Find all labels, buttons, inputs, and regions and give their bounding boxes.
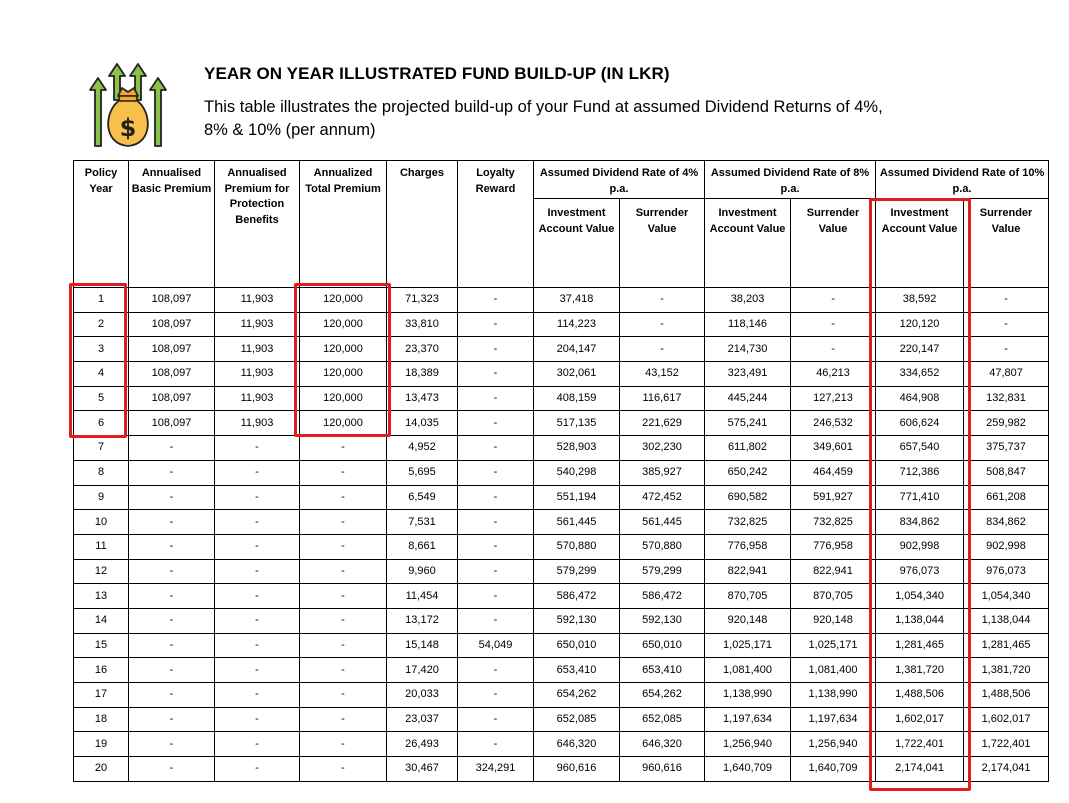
- cell-loyalty-reward: -: [458, 337, 534, 362]
- cell-surrender-value-10: 1,488,506: [964, 683, 1049, 708]
- cell-surrender-value-10: 834,862: [964, 510, 1049, 535]
- cell-policy-year: 18: [74, 707, 129, 732]
- cell-investment-value-10: 657,540: [876, 436, 964, 461]
- cell-protection-premium: 11,903: [215, 411, 300, 436]
- cell-basic-premium: -: [129, 608, 215, 633]
- cell-charges: 71,323: [387, 288, 458, 313]
- cell-investment-value-10: 334,652: [876, 362, 964, 387]
- cell-loyalty-reward: 324,291: [458, 757, 534, 782]
- cell-basic-premium: -: [129, 584, 215, 609]
- cell-surrender-value-4: -: [620, 288, 705, 313]
- table-row: [74, 732, 1049, 757]
- header-investment-value-8: Investment Account Value: [705, 199, 791, 288]
- cell-basic-premium: -: [129, 732, 215, 757]
- cell-investment-value-10: 1,722,401: [876, 732, 964, 757]
- cell-loyalty-reward: -: [458, 683, 534, 708]
- cell-surrender-value-10: 375,737: [964, 436, 1049, 461]
- header-group-4pct: Assumed Dividend Rate of 4% p.a.: [534, 161, 705, 199]
- cell-surrender-value-8: 591,927: [791, 485, 876, 510]
- cell-surrender-value-8: 1,640,709: [791, 757, 876, 782]
- cell-total-premium: -: [300, 460, 387, 485]
- cell-loyalty-reward: -: [458, 732, 534, 757]
- cell-charges: 20,033: [387, 683, 458, 708]
- page-subtitle: This table illustrates the projected build-up of your Fund at assumed Dividend Returns of 4%, 8% & 10% (per annum): [204, 98, 883, 139]
- cell-basic-premium: 108,097: [129, 288, 215, 313]
- cell-surrender-value-4: 472,452: [620, 485, 705, 510]
- cell-loyalty-reward: -: [458, 510, 534, 535]
- cell-investment-value-4: 540,298: [534, 460, 620, 485]
- cell-investment-value-4: 551,194: [534, 485, 620, 510]
- cell-investment-value-8: 575,241: [705, 411, 791, 436]
- cell-charges: 7,531: [387, 510, 458, 535]
- cell-investment-value-10: 1,381,720: [876, 658, 964, 683]
- cell-investment-value-10: 902,998: [876, 534, 964, 559]
- cell-charges: 13,172: [387, 608, 458, 633]
- cell-policy-year: 2: [74, 312, 129, 337]
- header-protection-premium: Annualised Premium for Protection Benefits: [215, 161, 300, 288]
- cell-investment-value-10: 606,624: [876, 411, 964, 436]
- cell-investment-value-8: 1,081,400: [705, 658, 791, 683]
- cell-policy-year: 8: [74, 460, 129, 485]
- table-row: [74, 337, 1049, 362]
- cell-surrender-value-8: 246,532: [791, 411, 876, 436]
- cell-total-premium: -: [300, 534, 387, 559]
- cell-surrender-value-4: -: [620, 312, 705, 337]
- header-investment-value-10: Investment Account Value: [876, 199, 964, 288]
- header-investment-value-4: Investment Account Value: [534, 199, 620, 288]
- cell-investment-value-8: 1,640,709: [705, 757, 791, 782]
- cell-investment-value-4: 570,880: [534, 534, 620, 559]
- header-policy-year: Policy Year: [74, 161, 129, 288]
- cell-investment-value-10: 712,386: [876, 460, 964, 485]
- table-row: [74, 559, 1049, 584]
- cell-loyalty-reward: -: [458, 312, 534, 337]
- cell-investment-value-10: 1,602,017: [876, 707, 964, 732]
- cell-total-premium: -: [300, 757, 387, 782]
- cell-investment-value-4: 586,472: [534, 584, 620, 609]
- cell-investment-value-8: 323,491: [705, 362, 791, 387]
- cell-investment-value-8: 118,146: [705, 312, 791, 337]
- cell-protection-premium: -: [215, 633, 300, 658]
- dollar-sign: $: [119, 114, 137, 142]
- table-row: [74, 658, 1049, 683]
- cell-total-premium: 120,000: [300, 411, 387, 436]
- cell-total-premium: -: [300, 436, 387, 461]
- cell-surrender-value-4: 561,445: [620, 510, 705, 535]
- cell-loyalty-reward: -: [458, 460, 534, 485]
- cell-investment-value-8: 1,138,990: [705, 683, 791, 708]
- cell-investment-value-8: 611,802: [705, 436, 791, 461]
- cell-policy-year: 19: [74, 732, 129, 757]
- cell-protection-premium: -: [215, 683, 300, 708]
- cell-charges: 4,952: [387, 436, 458, 461]
- money-bag-growth-graphic: [80, 60, 176, 152]
- cell-protection-premium: -: [215, 534, 300, 559]
- cell-surrender-value-4: 302,230: [620, 436, 705, 461]
- cell-surrender-value-8: 349,601: [791, 436, 876, 461]
- cell-charges: 6,549: [387, 485, 458, 510]
- cell-charges: 26,493: [387, 732, 458, 757]
- cell-basic-premium: -: [129, 683, 215, 708]
- cell-total-premium: -: [300, 633, 387, 658]
- cell-total-premium: -: [300, 707, 387, 732]
- cell-investment-value-10: 2,174,041: [876, 757, 964, 782]
- cell-investment-value-4: 650,010: [534, 633, 620, 658]
- cell-surrender-value-10: 132,831: [964, 386, 1049, 411]
- cell-basic-premium: 108,097: [129, 362, 215, 387]
- cell-surrender-value-8: 822,941: [791, 559, 876, 584]
- cell-surrender-value-8: 732,825: [791, 510, 876, 535]
- cell-loyalty-reward: -: [458, 386, 534, 411]
- cell-investment-value-4: 204,147: [534, 337, 620, 362]
- cell-policy-year: 12: [74, 559, 129, 584]
- cell-protection-premium: -: [215, 757, 300, 782]
- cell-charges: 8,661: [387, 534, 458, 559]
- cell-surrender-value-8: 776,958: [791, 534, 876, 559]
- cell-surrender-value-8: -: [791, 337, 876, 362]
- cell-investment-value-4: 592,130: [534, 608, 620, 633]
- cell-surrender-value-10: 1,054,340: [964, 584, 1049, 609]
- cell-total-premium: -: [300, 683, 387, 708]
- cell-surrender-value-4: 652,085: [620, 707, 705, 732]
- table-row: [74, 683, 1049, 708]
- cell-protection-premium: -: [215, 608, 300, 633]
- cell-basic-premium: -: [129, 534, 215, 559]
- cell-basic-premium: -: [129, 658, 215, 683]
- cell-total-premium: 120,000: [300, 386, 387, 411]
- table-row: [74, 534, 1049, 559]
- cell-protection-premium: -: [215, 510, 300, 535]
- cell-protection-premium: -: [215, 707, 300, 732]
- cell-total-premium: -: [300, 658, 387, 683]
- cell-surrender-value-4: 586,472: [620, 584, 705, 609]
- cell-protection-premium: 11,903: [215, 386, 300, 411]
- money-bag-growth-icon: [80, 60, 176, 152]
- cell-loyalty-reward: -: [458, 584, 534, 609]
- table-row: [74, 411, 1049, 436]
- cell-total-premium: 120,000: [300, 288, 387, 313]
- cell-surrender-value-8: 1,081,400: [791, 658, 876, 683]
- cell-protection-premium: 11,903: [215, 288, 300, 313]
- cell-surrender-value-8: 870,705: [791, 584, 876, 609]
- header-surrender-value-4: Surrender Value: [620, 199, 705, 288]
- cell-policy-year: 4: [74, 362, 129, 387]
- cell-surrender-value-10: -: [964, 288, 1049, 313]
- cell-investment-value-4: 517,135: [534, 411, 620, 436]
- cell-investment-value-4: 302,061: [534, 362, 620, 387]
- cell-surrender-value-8: 464,459: [791, 460, 876, 485]
- cell-charges: 15,148: [387, 633, 458, 658]
- cell-surrender-value-10: -: [964, 312, 1049, 337]
- cell-protection-premium: -: [215, 485, 300, 510]
- cell-surrender-value-4: 221,629: [620, 411, 705, 436]
- cell-total-premium: -: [300, 732, 387, 757]
- cell-policy-year: 9: [74, 485, 129, 510]
- cell-policy-year: 3: [74, 337, 129, 362]
- cell-protection-premium: 11,903: [215, 337, 300, 362]
- cell-surrender-value-8: 46,213: [791, 362, 876, 387]
- cell-charges: 9,960: [387, 559, 458, 584]
- cell-surrender-value-10: 1,138,044: [964, 608, 1049, 633]
- cell-surrender-value-4: 43,152: [620, 362, 705, 387]
- cell-policy-year: 15: [74, 633, 129, 658]
- cell-surrender-value-10: -: [964, 337, 1049, 362]
- cell-surrender-value-10: 2,174,041: [964, 757, 1049, 782]
- table-row: [74, 707, 1049, 732]
- header-basic-premium: Annualised Basic Premium: [129, 161, 215, 288]
- cell-basic-premium: -: [129, 633, 215, 658]
- cell-investment-value-10: 120,120: [876, 312, 964, 337]
- table-row: [74, 460, 1049, 485]
- cell-investment-value-4: 528,903: [534, 436, 620, 461]
- cell-protection-premium: 11,903: [215, 362, 300, 387]
- cell-basic-premium: 108,097: [129, 337, 215, 362]
- cell-investment-value-10: 220,147: [876, 337, 964, 362]
- header-group-10pct: Assumed Dividend Rate of 10% p.a.: [876, 161, 1049, 199]
- page-title: YEAR ON YEAR ILLUSTRATED FUND BUILD-UP (IN LKR): [204, 64, 670, 83]
- cell-policy-year: 13: [74, 584, 129, 609]
- cell-investment-value-8: 920,148: [705, 608, 791, 633]
- cell-surrender-value-10: 902,998: [964, 534, 1049, 559]
- cell-policy-year: 20: [74, 757, 129, 782]
- cell-charges: 23,037: [387, 707, 458, 732]
- cell-loyalty-reward: -: [458, 362, 534, 387]
- cell-surrender-value-4: 570,880: [620, 534, 705, 559]
- cell-investment-value-10: 771,410: [876, 485, 964, 510]
- cell-protection-premium: -: [215, 460, 300, 485]
- table-row: [74, 633, 1049, 658]
- cell-investment-value-4: 653,410: [534, 658, 620, 683]
- table-row: [74, 485, 1049, 510]
- cell-basic-premium: -: [129, 436, 215, 461]
- cell-surrender-value-4: 116,617: [620, 386, 705, 411]
- cell-loyalty-reward: -: [458, 485, 534, 510]
- cell-loyalty-reward: -: [458, 707, 534, 732]
- cell-policy-year: 1: [74, 288, 129, 313]
- cell-investment-value-4: 561,445: [534, 510, 620, 535]
- cell-basic-premium: -: [129, 757, 215, 782]
- cell-charges: 33,810: [387, 312, 458, 337]
- cell-investment-value-10: 834,862: [876, 510, 964, 535]
- cell-investment-value-10: 1,488,506: [876, 683, 964, 708]
- cell-charges: 11,454: [387, 584, 458, 609]
- cell-surrender-value-10: 1,381,720: [964, 658, 1049, 683]
- cell-surrender-value-4: 653,410: [620, 658, 705, 683]
- cell-investment-value-10: 464,908: [876, 386, 964, 411]
- table-row: [74, 288, 1049, 313]
- cell-surrender-value-10: 976,073: [964, 559, 1049, 584]
- cell-investment-value-4: 114,223: [534, 312, 620, 337]
- cell-surrender-value-8: 1,256,940: [791, 732, 876, 757]
- cell-policy-year: 5: [74, 386, 129, 411]
- cell-investment-value-4: 960,616: [534, 757, 620, 782]
- cell-basic-premium: -: [129, 559, 215, 584]
- cell-policy-year: 7: [74, 436, 129, 461]
- cell-surrender-value-8: 1,197,634: [791, 707, 876, 732]
- cell-policy-year: 14: [74, 608, 129, 633]
- table-body: [74, 288, 1049, 782]
- table-row: [74, 757, 1049, 782]
- cell-surrender-value-10: 508,847: [964, 460, 1049, 485]
- cell-surrender-value-4: 654,262: [620, 683, 705, 708]
- cell-charges: 5,695: [387, 460, 458, 485]
- cell-loyalty-reward: -: [458, 411, 534, 436]
- cell-basic-premium: 108,097: [129, 411, 215, 436]
- cell-basic-premium: -: [129, 707, 215, 732]
- cell-loyalty-reward: -: [458, 288, 534, 313]
- cell-investment-value-4: 37,418: [534, 288, 620, 313]
- cell-protection-premium: -: [215, 658, 300, 683]
- cell-total-premium: -: [300, 510, 387, 535]
- cell-investment-value-8: 214,730: [705, 337, 791, 362]
- cell-basic-premium: -: [129, 510, 215, 535]
- table-row: [74, 510, 1049, 535]
- cell-investment-value-8: 1,197,634: [705, 707, 791, 732]
- cell-surrender-value-10: 47,807: [964, 362, 1049, 387]
- cell-total-premium: -: [300, 584, 387, 609]
- cell-total-premium: 120,000: [300, 362, 387, 387]
- cell-protection-premium: -: [215, 559, 300, 584]
- cell-investment-value-8: 870,705: [705, 584, 791, 609]
- cell-loyalty-reward: -: [458, 436, 534, 461]
- table-row: [74, 386, 1049, 411]
- header-group-8pct: Assumed Dividend Rate of 8% p.a.: [705, 161, 876, 199]
- cell-investment-value-4: 579,299: [534, 559, 620, 584]
- cell-surrender-value-4: 960,616: [620, 757, 705, 782]
- cell-loyalty-reward: -: [458, 608, 534, 633]
- cell-investment-value-10: 38,592: [876, 288, 964, 313]
- cell-basic-premium: 108,097: [129, 386, 215, 411]
- cell-surrender-value-8: 1,025,171: [791, 633, 876, 658]
- cell-surrender-value-8: 920,148: [791, 608, 876, 633]
- cell-surrender-value-8: 127,213: [791, 386, 876, 411]
- cell-surrender-value-10: 1,602,017: [964, 707, 1049, 732]
- cell-surrender-value-4: 385,927: [620, 460, 705, 485]
- cell-investment-value-10: 976,073: [876, 559, 964, 584]
- cell-total-premium: 120,000: [300, 312, 387, 337]
- cell-policy-year: 16: [74, 658, 129, 683]
- cell-protection-premium: 11,903: [215, 312, 300, 337]
- cell-investment-value-10: 1,281,465: [876, 633, 964, 658]
- header-charges: Charges: [387, 161, 458, 288]
- cell-loyalty-reward: -: [458, 559, 534, 584]
- cell-investment-value-4: 652,085: [534, 707, 620, 732]
- cell-total-premium: -: [300, 559, 387, 584]
- cell-investment-value-8: 1,256,940: [705, 732, 791, 757]
- table-row: [74, 584, 1049, 609]
- cell-investment-value-10: 1,054,340: [876, 584, 964, 609]
- cell-investment-value-4: 646,320: [534, 732, 620, 757]
- table-row: [74, 362, 1049, 387]
- cell-surrender-value-8: 1,138,990: [791, 683, 876, 708]
- cell-charges: 13,473: [387, 386, 458, 411]
- cell-basic-premium: -: [129, 460, 215, 485]
- cell-investment-value-8: 445,244: [705, 386, 791, 411]
- fund-buildup-table: [73, 160, 1049, 782]
- cell-investment-value-8: 1,025,171: [705, 633, 791, 658]
- table-row: [74, 312, 1049, 337]
- cell-charges: 18,389: [387, 362, 458, 387]
- cell-surrender-value-10: 259,982: [964, 411, 1049, 436]
- cell-investment-value-8: 38,203: [705, 288, 791, 313]
- cell-investment-value-8: 776,958: [705, 534, 791, 559]
- header-surrender-value-8: Surrender Value: [791, 199, 876, 288]
- cell-investment-value-8: 650,242: [705, 460, 791, 485]
- cell-policy-year: 11: [74, 534, 129, 559]
- cell-policy-year: 17: [74, 683, 129, 708]
- cell-surrender-value-4: 650,010: [620, 633, 705, 658]
- cell-surrender-value-8: -: [791, 312, 876, 337]
- cell-surrender-value-4: 592,130: [620, 608, 705, 633]
- cell-protection-premium: -: [215, 436, 300, 461]
- cell-total-premium: -: [300, 608, 387, 633]
- cell-loyalty-reward: -: [458, 534, 534, 559]
- header-loyalty-reward: Loyalty Reward: [458, 161, 534, 288]
- cell-total-premium: 120,000: [300, 337, 387, 362]
- table-row: [74, 608, 1049, 633]
- cell-surrender-value-8: -: [791, 288, 876, 313]
- cell-surrender-value-4: 646,320: [620, 732, 705, 757]
- cell-investment-value-10: 1,138,044: [876, 608, 964, 633]
- cell-surrender-value-4: 579,299: [620, 559, 705, 584]
- cell-surrender-value-10: 1,722,401: [964, 732, 1049, 757]
- cell-surrender-value-4: -: [620, 337, 705, 362]
- cell-charges: 14,035: [387, 411, 458, 436]
- cell-total-premium: -: [300, 485, 387, 510]
- cell-policy-year: 6: [74, 411, 129, 436]
- cell-policy-year: 10: [74, 510, 129, 535]
- table-row: [74, 436, 1049, 461]
- cell-investment-value-8: 822,941: [705, 559, 791, 584]
- cell-protection-premium: -: [215, 732, 300, 757]
- cell-investment-value-8: 690,582: [705, 485, 791, 510]
- cell-protection-premium: -: [215, 584, 300, 609]
- cell-investment-value-8: 732,825: [705, 510, 791, 535]
- cell-investment-value-4: 408,159: [534, 386, 620, 411]
- cell-charges: 23,370: [387, 337, 458, 362]
- cell-surrender-value-10: 661,208: [964, 485, 1049, 510]
- header-surrender-value-10: Surrender Value: [964, 199, 1049, 288]
- cell-loyalty-reward: -: [458, 658, 534, 683]
- cell-basic-premium: 108,097: [129, 312, 215, 337]
- cell-surrender-value-10: 1,281,465: [964, 633, 1049, 658]
- cell-basic-premium: -: [129, 485, 215, 510]
- cell-investment-value-4: 654,262: [534, 683, 620, 708]
- cell-charges: 17,420: [387, 658, 458, 683]
- cell-charges: 30,467: [387, 757, 458, 782]
- cell-loyalty-reward: 54,049: [458, 633, 534, 658]
- header-total-premium: Annualized Total Premium: [300, 161, 387, 288]
